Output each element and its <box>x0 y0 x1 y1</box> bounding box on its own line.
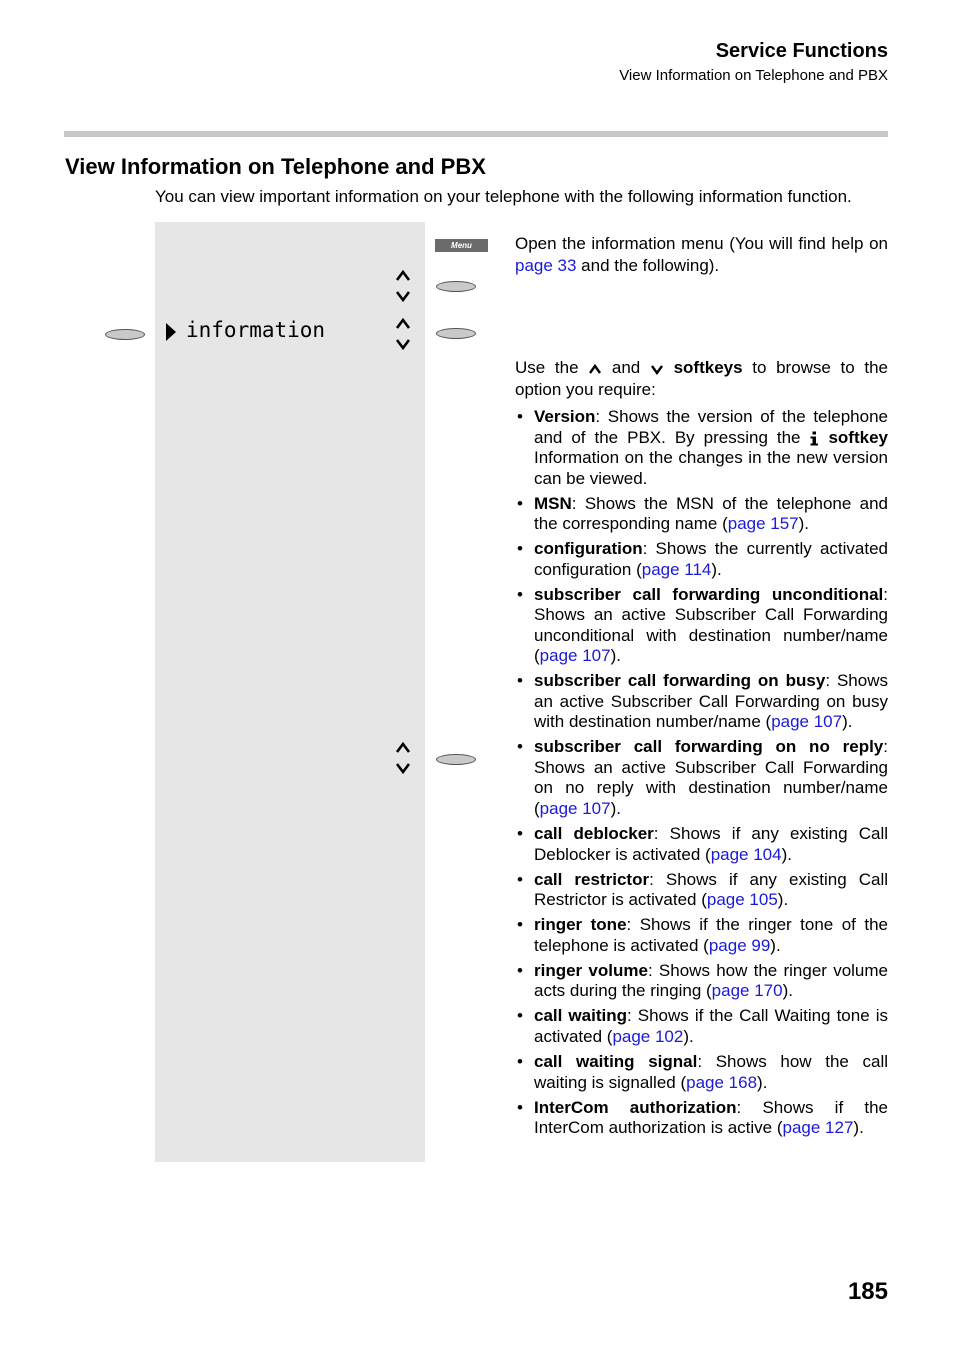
option-text: Information on the changes in the new version can be viewed. <box>534 448 888 488</box>
page-link[interactable]: page 99 <box>708 935 771 955</box>
option-text: : Shows an active Subscriber Call Forwarding on no reply with destination number/name ( <box>534 737 888 818</box>
up-down-arrows-icon <box>394 268 412 306</box>
list-item <box>515 737 888 819</box>
page-link[interactable]: page 170 <box>711 981 783 1001</box>
option-term: call waiting <box>534 1006 627 1026</box>
list-item <box>515 961 888 1002</box>
step2-rest: to browse to the option you require: <box>515 358 889 399</box>
header-subsection-title: View Information on Telephone and PBX <box>619 67 888 84</box>
list-item <box>515 824 888 865</box>
list-item <box>515 585 888 667</box>
page-link[interactable]: page 107 <box>539 646 611 666</box>
page-link[interactable]: page 107 <box>539 798 611 818</box>
option-term: Version <box>534 407 596 426</box>
list-item <box>515 1098 888 1139</box>
option-term: ringer tone <box>534 915 627 935</box>
option-text: : Shows if the ringer tone of the telephone is activated ( <box>534 915 888 955</box>
page-link[interactable]: page 127 <box>782 1118 854 1138</box>
up-arrow-icon <box>588 363 602 375</box>
option-term: subscriber call forwarding on busy <box>534 671 826 691</box>
option-text: : Shows if the Call Waiting tone is activated ( <box>534 1006 888 1046</box>
page-link[interactable]: page 105 <box>706 890 778 910</box>
option-term: subscriber call forwarding on no reply <box>534 737 884 757</box>
info-icon <box>809 431 819 446</box>
step2-and: and <box>611 358 641 377</box>
down-arrow-icon <box>650 363 664 375</box>
menu-key[interactable]: Menu <box>435 239 488 252</box>
option-term: subscriber call forwarding unconditional <box>534 584 884 604</box>
option-text-end: ). <box>683 1026 694 1046</box>
display-panel <box>155 222 425 1162</box>
option-text: : Shows how the call waiting is signalled ( <box>534 1052 889 1092</box>
option-text-end: ). <box>853 1118 864 1138</box>
option-term: InterCom authorization <box>534 1097 737 1117</box>
header-section-title: Service Functions <box>715 40 888 62</box>
option-text-end: ). <box>782 981 793 1001</box>
page-link[interactable]: page 157 <box>727 514 799 534</box>
page-title: View Information on Telephone and PBX <box>65 154 486 179</box>
option-softkey-word: softkey <box>828 427 888 447</box>
option-term: call restrictor <box>534 869 650 889</box>
option-text-end: ). <box>711 559 722 579</box>
selection-pointer-icon <box>165 322 177 342</box>
softkey-button[interactable] <box>436 754 476 765</box>
list-item <box>515 407 888 489</box>
display-left-key[interactable] <box>105 329 145 340</box>
option-text-end: ). <box>757 1072 768 1092</box>
option-text: : Shows how the ringer volume acts during the ringing ( <box>534 960 889 1001</box>
display-menu-item: information <box>186 318 326 342</box>
page-number: 185 <box>847 1278 888 1305</box>
options-list <box>515 407 888 1143</box>
list-item <box>515 539 888 580</box>
page-link[interactable]: page 168 <box>686 1072 758 1092</box>
option-term: ringer volume <box>534 960 648 980</box>
option-text: : Shows if any existing Call Restrictor is activated ( <box>534 869 888 910</box>
option-text-end: ). <box>610 646 621 666</box>
option-text: : Shows the version of the telephone and of the PBX. By pressing the <box>534 407 888 447</box>
option-text: : Shows the MSN of the telephone and the corresponding name ( <box>534 493 888 534</box>
list-item <box>515 915 888 956</box>
option-text-end: ). <box>610 798 621 818</box>
up-down-arrows-icon <box>394 740 412 778</box>
option-text-end: ). <box>798 514 810 534</box>
list-item <box>515 1006 888 1047</box>
option-term: MSN <box>534 493 572 513</box>
option-text: : Shows an active Subscriber Call Forwarding on busy with destination number/name ( <box>534 671 888 732</box>
step1-text: Open the information menu (You will find help on <box>515 234 888 253</box>
page-link[interactable]: page 107 <box>771 712 843 732</box>
list-item <box>515 870 888 911</box>
option-text-end: ). <box>781 844 792 864</box>
step-browse <box>515 357 888 401</box>
option-term: call waiting signal <box>534 1052 698 1072</box>
page-link[interactable]: page 33 <box>515 256 577 275</box>
page-link[interactable]: page 102 <box>612 1026 684 1046</box>
step2-use: Use the <box>515 358 579 377</box>
list-item <box>515 1052 888 1093</box>
list-item <box>515 494 888 535</box>
softkey-button[interactable] <box>436 281 476 292</box>
option-text: : Shows an active Subscriber Call Forwarding unconditional with destination number/name ( <box>534 584 888 666</box>
intro-paragraph: You can view important information on your telephone with the following information function. <box>155 187 852 206</box>
option-text-end: ). <box>770 935 781 955</box>
header-rule <box>64 131 888 137</box>
step2-softkeys: softkeys <box>673 358 743 377</box>
step1-text-end: and the following). <box>576 256 720 275</box>
option-text-end: ). <box>777 890 789 910</box>
option-term: configuration <box>534 539 643 559</box>
page-link[interactable]: page 104 <box>710 844 782 864</box>
option-term: call deblocker <box>534 824 654 844</box>
up-down-arrows-icon <box>394 316 412 354</box>
softkey-button[interactable] <box>436 328 476 339</box>
step-open-menu <box>515 233 888 277</box>
option-text: : Shows the currently activated configuration ( <box>534 539 888 579</box>
option-text: : Shows if any existing Call Deblocker is activated ( <box>534 824 889 864</box>
option-text: : Shows if the InterCom authorization is active ( <box>534 1097 888 1138</box>
page-link[interactable]: page 114 <box>641 559 712 579</box>
option-text-end: ). <box>842 712 853 732</box>
list-item <box>515 671 888 733</box>
